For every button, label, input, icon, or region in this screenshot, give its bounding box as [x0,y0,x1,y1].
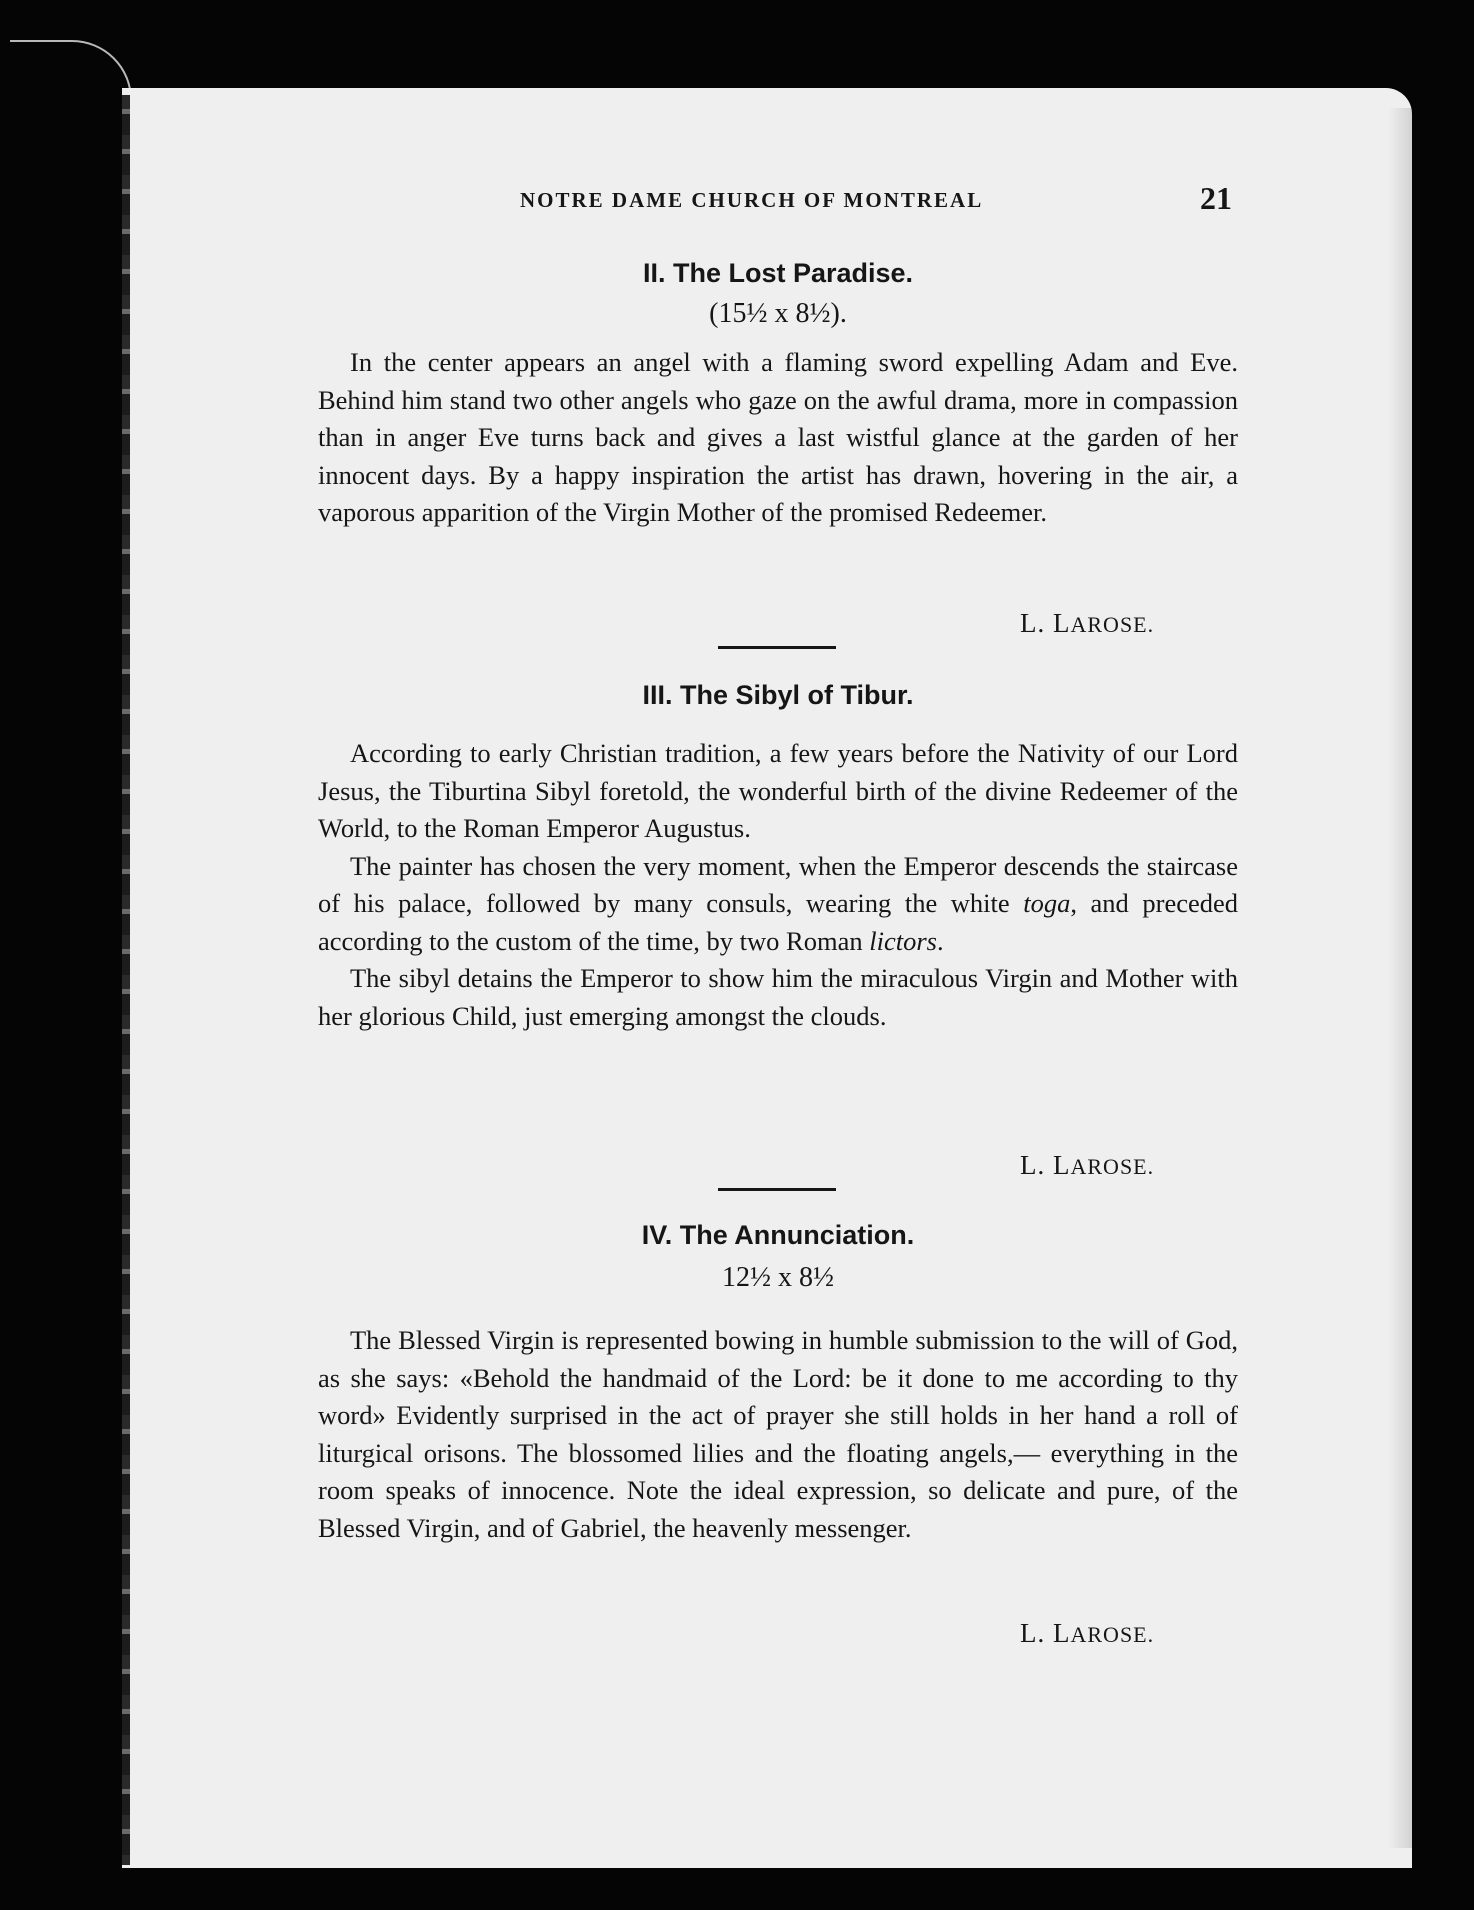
running-header: NOTRE DAME CHURCH OF MONTREAL [520,188,984,212]
section-title-lost-paradise: II. The Lost Paradise. [642,258,914,288]
page-edge-shadow [1388,108,1412,1848]
paragraph: In the center appears an angel with a flaming sword expelling Adam and Eve. Behind him stand two other angels who gaze on the awful drama, more in compassion than in anger Eve turns back and gives a last wistful glance at the garden of her innocent days. By a happy inspiration the artist has drawn, hovering in the air, a vaporous apparition of the Virgin Mother of the promised Redeemer. [318,347,1238,527]
section-body-lost-paradise [318,344,1238,532]
section-dimensions-lost-paradise: (15½ x 8½). [709,298,847,329]
paragraph: The sibyl detains the Emperor to show him the miraculous Virgin and Mother with her glorious Child, just emerging amongst the clouds. [318,963,1238,1031]
page-number: 21 [1200,180,1232,216]
section-body-annunciation [318,1322,1238,1547]
paragraph: According to early Christian tradition, a few years before the Nativity of our Lord Jesus, the Tiburtina Sibyl foretold, the wonderful birth of the divine Redeemer of the World, to the Roman Emperor Augustus. [318,738,1238,843]
section-divider [718,646,836,649]
section-dimensions-annunciation: 12½ x 8½ [722,1262,834,1293]
signature-larose: L. LAROSE. [1020,1150,1155,1180]
page-curl [10,40,132,112]
section-title-annunciation: IV. The Annunciation. [641,1220,915,1250]
book-spine [122,95,130,1865]
section-body-sibyl-of-tibur [318,735,1238,1035]
paragraph: The painter has chosen the very moment, when the Emperor descends the staircase of his palace, followed by many consuls, wearing the white toga, and preceded according to the custom of the time, by two Roman lictors. [318,850,1238,956]
section-title-sibyl-of-tibur: III. The Sibyl of Tibur. [642,680,914,710]
section-divider [718,1188,836,1191]
paragraph: The Blessed Virgin is represented bowing in humble submission to the will of God, as she says: «Behold the handmaid of the Lord: be it done to me according to thy word» Evidently surprised in the act of prayer she still holds in her hand a roll of liturgical orisons. The blossomed lilies and the floating angels,— everything in the room speaks of innocence. Note the ideal expression, so delicate and pure, of the Blessed Virgin, and of Gabriel, the heavenly messenger. [318,1325,1238,1543]
signature-larose: L. LAROSE. [1020,1618,1155,1648]
signature-larose: L. LAROSE. [1020,608,1155,638]
